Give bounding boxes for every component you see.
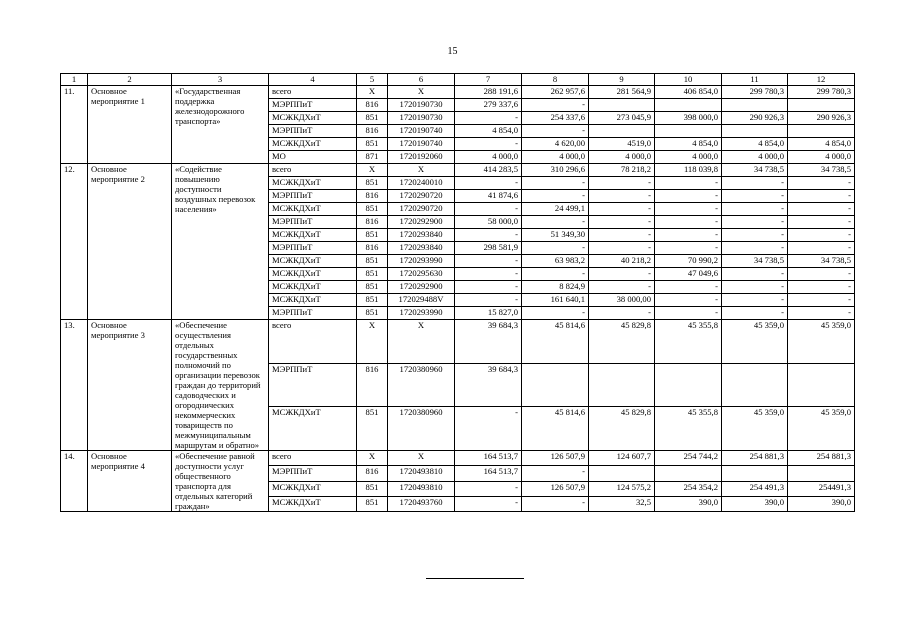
table-cell: 45 359,0 — [788, 320, 855, 364]
table-cell: - — [788, 203, 855, 216]
table-cell: 851 — [357, 268, 388, 281]
table-cell: - — [522, 177, 589, 190]
table-cell: МЭРППиТ — [269, 216, 357, 229]
table-cell: 1720293840 — [388, 242, 455, 255]
table-cell: 254491,3 — [788, 481, 855, 496]
table-cell: 4 854,0 — [722, 138, 788, 151]
table-cell: МСЖКДХиТ — [269, 177, 357, 190]
table-cell: МЭРППиТ — [269, 363, 357, 407]
header-cell: 2 — [88, 74, 172, 86]
table-cell: - — [722, 268, 788, 281]
table-cell: - — [522, 496, 589, 511]
table-cell: - — [455, 255, 522, 268]
table-cell: МСЖКДХиТ — [269, 112, 357, 125]
table-cell: - — [655, 177, 722, 190]
table-cell: - — [455, 177, 522, 190]
table-cell: 299 780,3 — [722, 86, 788, 99]
table-cell: 290 926,3 — [722, 112, 788, 125]
table-cell: 34 738,5 — [788, 164, 855, 177]
table-cell: 254 881,3 — [722, 451, 788, 466]
table-cell: - — [455, 407, 522, 451]
table-cell: - — [788, 216, 855, 229]
table-cell: - — [589, 203, 655, 216]
table-cell: - — [589, 307, 655, 320]
table-cell: 4 000,0 — [722, 151, 788, 164]
table-cell: 414 283,5 — [455, 164, 522, 177]
table-cell: 816 — [357, 242, 388, 255]
header-cell: 7 — [455, 74, 522, 86]
section-description: «Государственная поддержка железнодорожного транспорта» — [172, 86, 269, 164]
table-cell: - — [722, 242, 788, 255]
table-cell: - — [589, 216, 655, 229]
table-cell: 32,5 — [589, 496, 655, 511]
table-row — [61, 451, 855, 466]
section-number: 11. — [61, 86, 88, 164]
table-cell: - — [522, 268, 589, 281]
header-cell: 11 — [722, 74, 788, 86]
header-row — [61, 74, 855, 86]
header-cell: 8 — [522, 74, 589, 86]
table-cell: 851 — [357, 203, 388, 216]
table-cell: 161 640,1 — [522, 294, 589, 307]
page-number: 15 — [447, 46, 458, 57]
table-cell: 38 000,00 — [589, 294, 655, 307]
header-cell: 10 — [655, 74, 722, 86]
table-cell: - — [722, 203, 788, 216]
table-cell: 871 — [357, 151, 388, 164]
table-cell: 1720190740 — [388, 138, 455, 151]
table-cell: всего — [269, 320, 357, 364]
table-cell: Х — [357, 451, 388, 466]
table-cell: МСЖКДХиТ — [269, 294, 357, 307]
table-cell: - — [589, 177, 655, 190]
table-cell: - — [455, 268, 522, 281]
table-cell: 63 983,2 — [522, 255, 589, 268]
table-cell: 298 581,9 — [455, 242, 522, 255]
table-cell: 273 045,9 — [589, 112, 655, 125]
table-cell: 40 218,2 — [589, 255, 655, 268]
table-cell: 816 — [357, 363, 388, 407]
table-cell: 124 607,7 — [589, 451, 655, 466]
table-cell: 398 000,0 — [655, 112, 722, 125]
table-cell: - — [788, 242, 855, 255]
table-cell: - — [788, 190, 855, 203]
table-cell: 310 296,6 — [522, 164, 589, 177]
table-cell: 254 744,2 — [655, 451, 722, 466]
table-cell: - — [522, 190, 589, 203]
table-cell: МЭРППиТ — [269, 242, 357, 255]
table-cell: - — [522, 216, 589, 229]
table-cell: Х — [388, 164, 455, 177]
table-cell: 34 738,5 — [722, 164, 788, 177]
table-cell: 34 738,5 — [788, 255, 855, 268]
table-cell: 390,0 — [722, 496, 788, 511]
table-cell — [722, 363, 788, 407]
header-cell: 3 — [172, 74, 269, 86]
table-cell: - — [788, 307, 855, 320]
section-name: Основное мероприятие 1 — [88, 86, 172, 164]
table-cell: 851 — [357, 294, 388, 307]
table-cell: 816 — [357, 99, 388, 112]
table-cell: 1720295630 — [388, 268, 455, 281]
table-cell: 1720292900 — [388, 216, 455, 229]
table-cell: 1720290720 — [388, 203, 455, 216]
table-cell: 851 — [357, 481, 388, 496]
table-cell: МСЖКДХиТ — [269, 281, 357, 294]
table-cell: 851 — [357, 281, 388, 294]
table-cell — [589, 363, 655, 407]
table-cell: 45 829,8 — [589, 407, 655, 451]
table-cell: 851 — [357, 112, 388, 125]
table-cell: МСЖКДХиТ — [269, 268, 357, 281]
table-cell: Х — [388, 320, 455, 364]
table-cell: МЭРППиТ — [269, 99, 357, 112]
table-cell: 8 824,9 — [522, 281, 589, 294]
table-cell: 1720292900 — [388, 281, 455, 294]
table-cell — [788, 99, 855, 112]
table-cell: Х — [388, 86, 455, 99]
program-table — [60, 73, 855, 512]
table-cell: 390,0 — [788, 496, 855, 511]
table-cell: 4 854,0 — [655, 138, 722, 151]
footer-line — [426, 578, 524, 579]
table-cell: 1720192060 — [388, 151, 455, 164]
table-cell: 816 — [357, 125, 388, 138]
table-cell: - — [455, 138, 522, 151]
table-cell: 279 337,6 — [455, 99, 522, 112]
table-cell: 45 829,8 — [589, 320, 655, 364]
table-cell: Х — [357, 164, 388, 177]
table-cell: 816 — [357, 216, 388, 229]
table-cell — [722, 125, 788, 138]
table-cell: - — [455, 281, 522, 294]
table-cell — [655, 466, 722, 481]
table-cell: 34 738,5 — [722, 255, 788, 268]
table-cell: 290 926,3 — [788, 112, 855, 125]
table-cell: 254 354,2 — [655, 481, 722, 496]
table-cell: 4 000,0 — [655, 151, 722, 164]
table-cell: 45 359,0 — [722, 407, 788, 451]
table-cell — [589, 125, 655, 138]
table-cell: 1720493810 — [388, 466, 455, 481]
table-cell: 51 349,30 — [522, 229, 589, 242]
table-cell: 124 575,2 — [589, 481, 655, 496]
table-cell: - — [722, 294, 788, 307]
table-cell: 1720493810 — [388, 481, 455, 496]
section-description: «Обеспечение осуществления отдельных государственных полномочий по организации перевозок граждан до территорий садоводческих и огороднических некоммерческих товариществ по межмуниципальным маршрутам и обратно» — [172, 320, 269, 451]
table-cell: 24 499,1 — [522, 203, 589, 216]
table-cell: Х — [388, 451, 455, 466]
table-cell: 126 507,9 — [522, 451, 589, 466]
table-cell: 816 — [357, 190, 388, 203]
table-cell: - — [722, 216, 788, 229]
table-cell: - — [522, 242, 589, 255]
table-cell: 1720293990 — [388, 255, 455, 268]
table-cell: МСЖКДХиТ — [269, 496, 357, 511]
table-cell: 851 — [357, 255, 388, 268]
table-cell: МСЖКДХиТ — [269, 203, 357, 216]
table-cell: - — [589, 190, 655, 203]
table-cell: - — [455, 229, 522, 242]
table-cell: - — [589, 242, 655, 255]
table-cell: - — [722, 307, 788, 320]
table-cell: - — [589, 229, 655, 242]
table-cell: 1720240010 — [388, 177, 455, 190]
table-cell — [788, 363, 855, 407]
table-cell: 1720293990 — [388, 307, 455, 320]
table-cell: МСЖКДХиТ — [269, 407, 357, 451]
table-cell: 15 827,0 — [455, 307, 522, 320]
table-cell: 1720493760 — [388, 496, 455, 511]
table-cell: МСЖКДХиТ — [269, 229, 357, 242]
table-cell: 851 — [357, 229, 388, 242]
table-cell: - — [655, 229, 722, 242]
table-cell: 254 491,3 — [722, 481, 788, 496]
table-cell: МСЖКДХиТ — [269, 481, 357, 496]
table-cell: - — [788, 281, 855, 294]
header-cell: 12 — [788, 74, 855, 86]
table-cell — [655, 125, 722, 138]
table-row — [61, 86, 855, 99]
table-cell — [655, 363, 722, 407]
table-cell: 1720293840 — [388, 229, 455, 242]
table-cell — [722, 466, 788, 481]
table-cell: всего — [269, 86, 357, 99]
table-cell: МЭРППиТ — [269, 466, 357, 481]
table-cell: 70 990,2 — [655, 255, 722, 268]
section-description: «Содействие повышению доступности воздушных перевозок населения» — [172, 164, 269, 320]
table-cell: всего — [269, 164, 357, 177]
table-cell: 390,0 — [655, 496, 722, 511]
table-cell: - — [455, 203, 522, 216]
table-cell: 1720190730 — [388, 99, 455, 112]
table-cell: - — [455, 496, 522, 511]
table-cell: - — [522, 466, 589, 481]
table-cell: 1720190740 — [388, 125, 455, 138]
table-cell: - — [455, 294, 522, 307]
table-cell: 78 218,2 — [589, 164, 655, 177]
table-cell: - — [722, 190, 788, 203]
table-cell: 58 000,0 — [455, 216, 522, 229]
table-cell: - — [655, 294, 722, 307]
table-cell: - — [589, 268, 655, 281]
table-cell: - — [655, 190, 722, 203]
table-cell: 39 684,3 — [455, 363, 522, 407]
table-cell: - — [655, 307, 722, 320]
table-cell: 164 513,7 — [455, 466, 522, 481]
table-cell: 4 000,0 — [522, 151, 589, 164]
table-cell: - — [788, 268, 855, 281]
table-cell: 118 039,8 — [655, 164, 722, 177]
table-cell: - — [522, 99, 589, 112]
table-cell: - — [455, 481, 522, 496]
table-cell: - — [655, 242, 722, 255]
table-cell: 4 000,0 — [455, 151, 522, 164]
table-cell — [788, 125, 855, 138]
table-cell: 851 — [357, 496, 388, 511]
header-cell: 6 — [388, 74, 455, 86]
table-cell: 4 000,0 — [788, 151, 855, 164]
table-cell: 45 359,0 — [722, 320, 788, 364]
table-cell — [589, 466, 655, 481]
table-cell: - — [788, 229, 855, 242]
table-cell: 4 854,0 — [455, 125, 522, 138]
section-name: Основное мероприятие 4 — [88, 451, 172, 512]
table-cell: 816 — [357, 466, 388, 481]
table-cell: 164 513,7 — [455, 451, 522, 466]
table-cell: 172029488V — [388, 294, 455, 307]
table-cell: - — [788, 177, 855, 190]
table-cell: - — [788, 294, 855, 307]
table-cell: МЭРППиТ — [269, 125, 357, 138]
table-cell: 254 337,6 — [522, 112, 589, 125]
section-number: 13. — [61, 320, 88, 451]
table-cell: 851 — [357, 138, 388, 151]
table-cell: - — [522, 307, 589, 320]
table-cell: 281 564,9 — [589, 86, 655, 99]
table-cell: МСЖКДХиТ — [269, 255, 357, 268]
table-cell: - — [722, 229, 788, 242]
table-cell: - — [589, 281, 655, 294]
table-cell: 126 507,9 — [522, 481, 589, 496]
header-cell: 5 — [357, 74, 388, 86]
table-cell: 4 000,0 — [589, 151, 655, 164]
table-cell: 1720380960 — [388, 407, 455, 451]
table-cell: - — [522, 125, 589, 138]
table-cell: - — [655, 216, 722, 229]
header-cell: 9 — [589, 74, 655, 86]
header-cell: 4 — [269, 74, 357, 86]
table-cell: 1720380960 — [388, 363, 455, 407]
table-cell: всего — [269, 451, 357, 466]
table-cell: 851 — [357, 407, 388, 451]
table-cell: 4 854,0 — [788, 138, 855, 151]
table-cell: 39 684,3 — [455, 320, 522, 364]
table-cell: 851 — [357, 177, 388, 190]
table-cell: 45 355,8 — [655, 407, 722, 451]
table-cell: - — [655, 203, 722, 216]
table-cell: 45 359,0 — [788, 407, 855, 451]
table-cell: - — [722, 281, 788, 294]
table-cell: 262 957,6 — [522, 86, 589, 99]
table-cell: 4 620,00 — [522, 138, 589, 151]
table-cell: МЭРППиТ — [269, 190, 357, 203]
table-cell — [522, 363, 589, 407]
table-cell: 45 814,6 — [522, 320, 589, 364]
table-cell: 4519,0 — [589, 138, 655, 151]
table-cell: 851 — [357, 307, 388, 320]
table-cell: МСЖКДХиТ — [269, 138, 357, 151]
section-number: 12. — [61, 164, 88, 320]
table-cell — [589, 99, 655, 112]
table-row — [61, 164, 855, 177]
table-cell: Х — [357, 86, 388, 99]
table-cell: - — [722, 177, 788, 190]
table-cell: МО — [269, 151, 357, 164]
header-cell: 1 — [61, 74, 88, 86]
table-cell: 41 874,6 — [455, 190, 522, 203]
table-cell — [655, 99, 722, 112]
table-cell: 45 355,8 — [655, 320, 722, 364]
section-name: Основное мероприятие 2 — [88, 164, 172, 320]
table-row — [61, 320, 855, 364]
table-cell — [722, 99, 788, 112]
table-cell: 47 049,6 — [655, 268, 722, 281]
section-name: Основное мероприятие 3 — [88, 320, 172, 451]
section-number: 14. — [61, 451, 88, 512]
table-cell: 288 191,6 — [455, 86, 522, 99]
section-description: «Обеспечение равной доступности услуг общественного транспорта для отдельных категорий граждан» — [172, 451, 269, 512]
table-cell: МЭРППиТ — [269, 307, 357, 320]
table-cell: - — [455, 112, 522, 125]
table-cell: - — [655, 281, 722, 294]
table-cell — [788, 466, 855, 481]
table-cell: 45 814,6 — [522, 407, 589, 451]
table-cell: 1720190730 — [388, 112, 455, 125]
table-cell: 254 881,3 — [788, 451, 855, 466]
table-cell: 406 854,0 — [655, 86, 722, 99]
table-cell: Х — [357, 320, 388, 364]
table-cell: 299 780,3 — [788, 86, 855, 99]
table-cell: 1720290720 — [388, 190, 455, 203]
